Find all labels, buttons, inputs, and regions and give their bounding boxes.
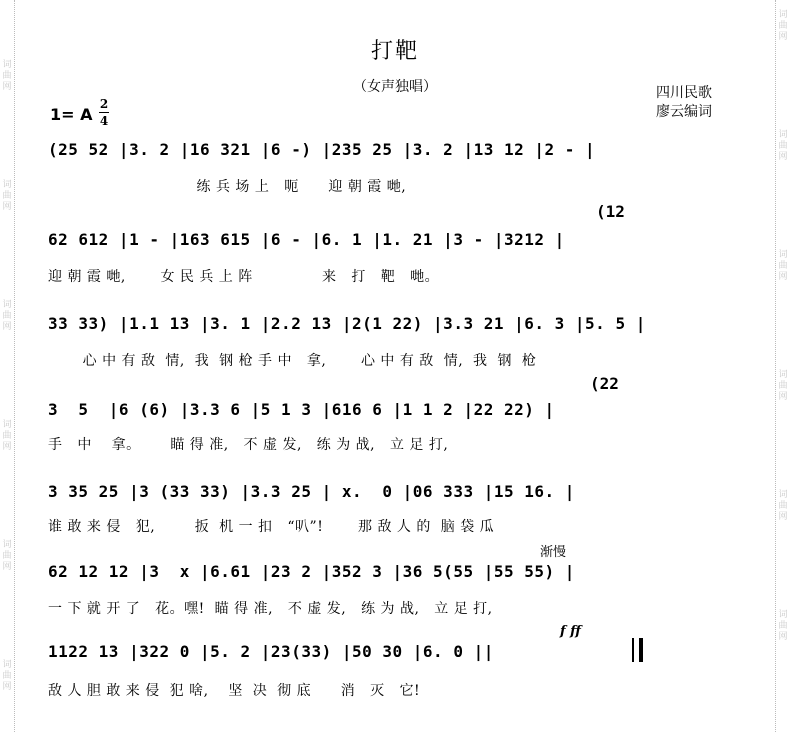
notation-row-7: 1122 13 |322 0 |5. 2 |23(33) |50 30 |6. 0 ||: [48, 642, 494, 661]
song-origin: 四川民歌: [656, 85, 712, 101]
extra-notes-row-4: (22: [590, 374, 619, 393]
watermark: 词曲网: [2, 300, 12, 332]
lyrics-row-4: 手 中 拿。 瞄 得 准, 不 虚 发, 练 为 战, 立 足 打,: [48, 437, 449, 453]
tempo-marking: 渐慢: [540, 545, 567, 560]
watermark: 词曲网: [778, 130, 788, 162]
time-signature: [99, 97, 109, 128]
watermark: 词曲网: [778, 250, 788, 282]
watermark: 词曲网: [778, 610, 788, 642]
extra-notes-row-2: (12: [596, 202, 625, 221]
notation-row-1: (25 52 |3. 2 |16 321 |6 -) |235 25 |3. 2 |13 12 |2 - |: [48, 140, 596, 159]
song-subtitle: （女声独唱）: [353, 79, 437, 95]
lyrics-row-5: 谁 敢 来 侵 犯, 扳 机 一 扣 “叭”! 那 敌 人 的 脑 袋 瓜: [48, 519, 495, 535]
notation-row-4: 3 5 |6 (6) |3.3 6 |5 1 3 |616 6 |1 1 2 |22 22) |: [48, 400, 555, 419]
lyrics-row-7: 敌 人 胆 敢 来 侵 犯 啥, 坚 决 彻 底 消 灭 它!: [48, 683, 421, 699]
lyrics-row-1: 练 兵 场 上 呃 迎 朝 霞 哋,: [48, 179, 407, 195]
watermark: 词曲网: [2, 420, 12, 452]
watermark: 词曲网: [2, 60, 12, 92]
lyrics-row-2: 迎 朝 霞 哋, 女 民 兵 上 阵 来 打 靶 哋。: [48, 269, 440, 285]
lyrics-row-6: 一 下 就 开 了 花。嘿! 瞄 得 准, 不 虚 发, 练 为 战, 立 足 打,: [48, 601, 493, 617]
notation-row-5: 3 35 25 |3 (33 33) |3.3 25 | x. 0 |06 333 |15 16. |: [48, 482, 575, 501]
watermark: 词曲网: [2, 660, 12, 692]
time-signature-bar: [99, 112, 109, 113]
song-arranger: 廖云编词: [656, 104, 712, 120]
left-margin-strip: [0, 0, 15, 732]
time-signature-top: 2: [99, 97, 109, 111]
watermark: 词曲网: [778, 490, 788, 522]
notation-row-2: 62 612 |1 - |163 615 |6 - |6. 1 |1. 21 |3 - |3212 |: [48, 230, 565, 249]
notation-row-6: 62 12 12 |3 x |6.61 |23 2 |352 3 |36 5(55 |55 55) |: [48, 562, 575, 581]
song-title: 打靶: [370, 39, 419, 64]
notation-row-3: 33 33) |1.1 13 |3. 1 |2.2 13 |2(1 22) |3.3 21 |6. 3 |5. 5 |: [48, 314, 646, 333]
watermark: 词曲网: [778, 10, 788, 42]
dynamics-marking: f ff: [560, 624, 581, 639]
final-barline: [632, 638, 643, 662]
watermark: 词曲网: [2, 180, 12, 212]
watermark: 词曲网: [778, 370, 788, 402]
time-signature-bottom: 4: [99, 114, 109, 128]
key-signature: 1= A: [50, 105, 93, 124]
lyrics-row-3: 心 中 有 敌 情, 我 钢 枪 手 中 拿, 心 中 有 敌 情, 我 钢 枪: [48, 353, 537, 369]
watermark: 词曲网: [2, 540, 12, 572]
